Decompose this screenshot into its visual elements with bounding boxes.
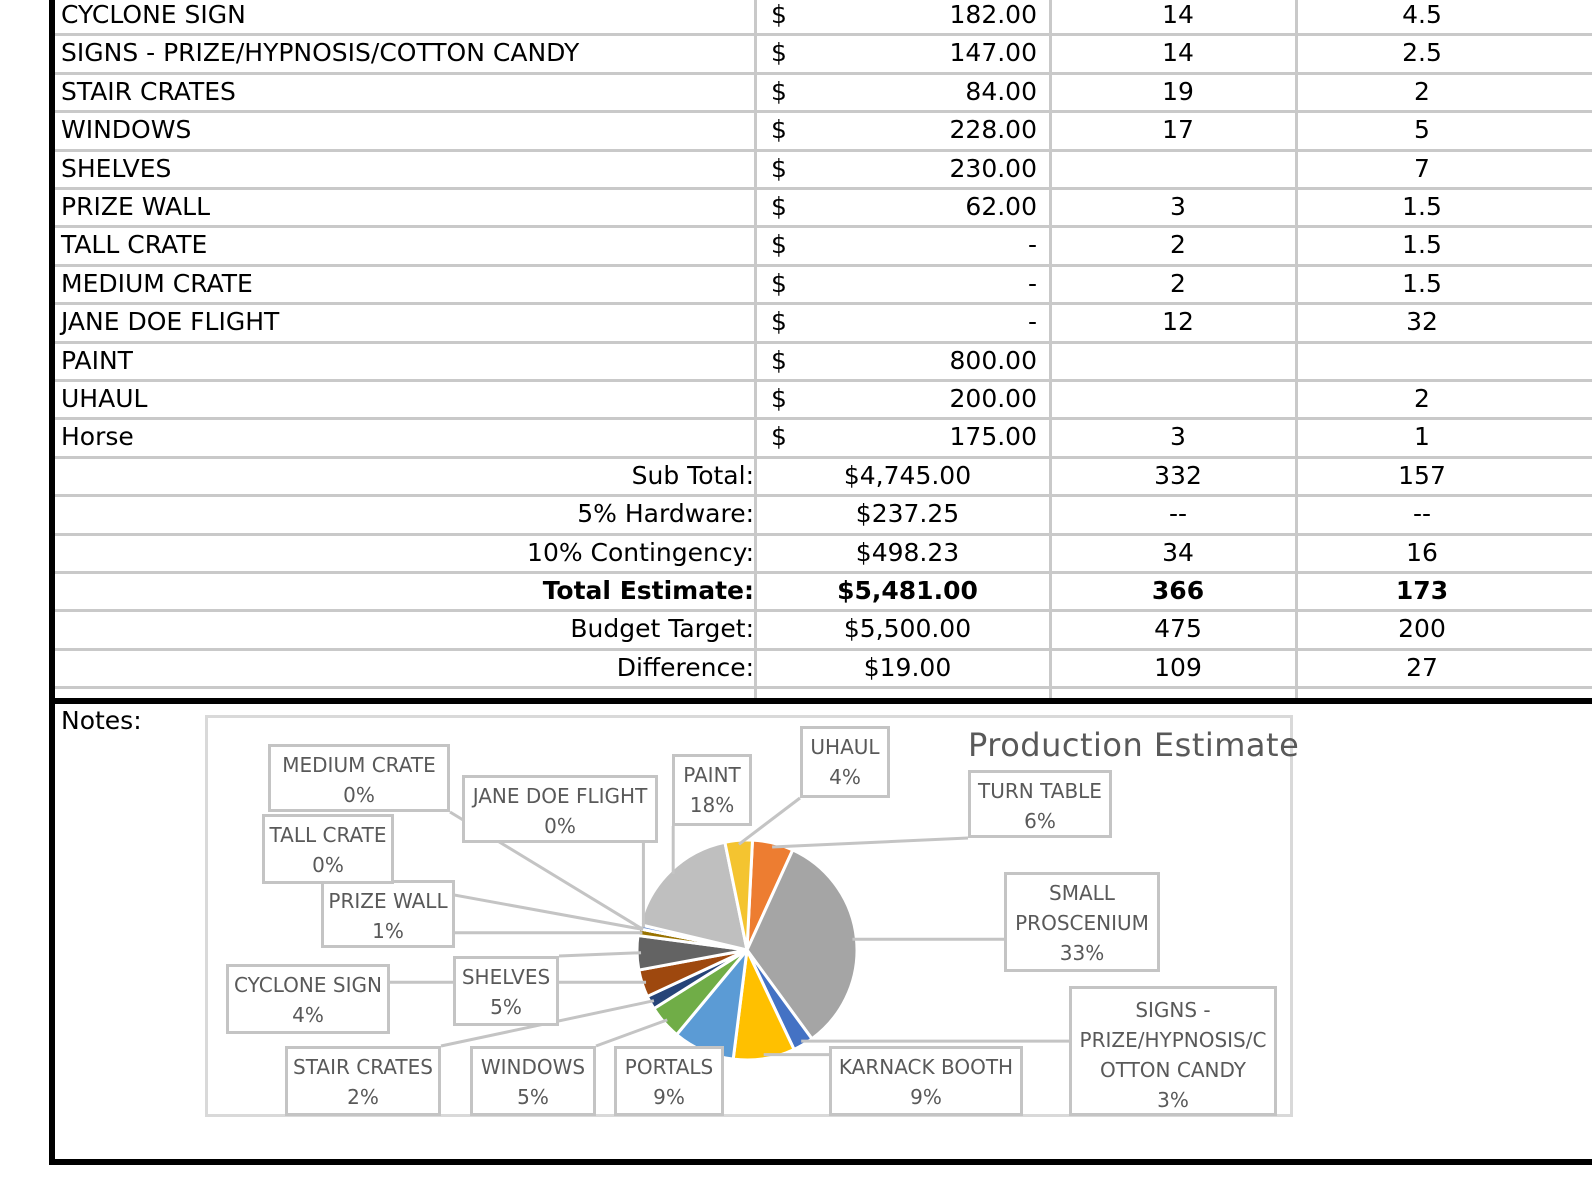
item-name: MEDIUM CRATE [61, 268, 253, 298]
item-qty-1: 12 [1162, 307, 1194, 337]
data-label [1004, 872, 1160, 972]
data-label-percent: 9% [910, 1085, 942, 1109]
item-qty-1: 14 [1162, 0, 1194, 29]
item-qty-2 [1304, 342, 1540, 380]
item-qty-1 [1055, 342, 1301, 380]
data-label [968, 770, 1112, 838]
summary-amount: $498.23 [855, 537, 960, 567]
data-label-name: WINDOWS [480, 1055, 586, 1079]
item-qty-2: 4.5 [1402, 0, 1442, 29]
data-label-name: SHELVES [461, 965, 551, 989]
data-label-percent: 33% [1059, 941, 1105, 965]
summary-amount: $237.25 [855, 499, 960, 529]
data-label-name: PRIZE WALL [328, 889, 448, 913]
item-cost: 230.00 [949, 153, 1037, 183]
item-cost: 147.00 [949, 38, 1037, 68]
item-name: CYCLONE SIGN [61, 0, 246, 29]
item-cost: - [1027, 268, 1037, 298]
item-name: Horse [61, 422, 134, 452]
data-label-name: TURN TABLE [978, 779, 1102, 803]
summary-label: Budget Target: [570, 614, 754, 644]
data-label [262, 814, 394, 884]
currency-symbol: $ [771, 384, 787, 413]
notes-label: Notes: [61, 706, 142, 735]
data-label [1069, 986, 1277, 1116]
item-cost: 182.00 [949, 0, 1037, 29]
item-qty-2: 32 [1406, 307, 1438, 337]
summary-qty-1: -- [1168, 499, 1188, 529]
currency-symbol: $ [771, 345, 787, 375]
item-cost: 800.00 [949, 345, 1037, 375]
item-name: JANE DOE FLIGHT [61, 307, 280, 337]
data-label [268, 744, 450, 812]
data-label-name: PAINT [683, 763, 741, 787]
data-label-percent: 4% [292, 1003, 324, 1027]
data-label-percent: 2% [347, 1085, 379, 1109]
summary-qty-1: 34 [1162, 537, 1194, 567]
summary-label: 10% Contingency: [527, 537, 754, 567]
item-name: SIGNS - PRIZE/HYPNOSIS/COTTON CANDY [61, 38, 580, 68]
chart-title: Production Estimate [968, 726, 1300, 764]
summary-qty-2: 27 [1406, 652, 1438, 682]
budget-table [49, 0, 1592, 704]
item-qty-1: 17 [1162, 115, 1194, 145]
summary-label: 5% Hardware: [577, 499, 754, 529]
summary-amount: $5,481.00 [837, 576, 978, 605]
summary-qty-2: 173 [1395, 576, 1449, 605]
item-qty-1: 19 [1162, 76, 1194, 106]
currency-symbol: $ [771, 38, 787, 68]
currency-symbol: $ [771, 76, 787, 106]
item-cost: 200.00 [949, 384, 1037, 413]
data-label-name: SIGNS - [1135, 998, 1211, 1022]
data-label-name: UHAUL [810, 735, 880, 759]
item-qty-2: 2.5 [1402, 38, 1442, 68]
currency-symbol: $ [771, 307, 787, 337]
leader-line [596, 1020, 667, 1046]
currency-symbol: $ [771, 268, 787, 298]
summary-amount: $5,500.00 [843, 614, 972, 644]
data-label-percent: 4% [829, 765, 861, 789]
item-qty-2: 1 [1414, 422, 1430, 452]
data-label [614, 1046, 724, 1116]
item-qty-1 [1055, 380, 1301, 418]
data-label [672, 754, 752, 826]
data-label-name: PRIZE/HYPNOSIS/C [1079, 1028, 1267, 1052]
item-name: TALL CRATE [61, 230, 208, 260]
data-label-percent: 0% [343, 783, 375, 807]
summary-qty-2: -- [1412, 499, 1432, 529]
data-label-percent: 9% [653, 1085, 685, 1109]
summary-qty-2: 200 [1398, 614, 1446, 644]
data-label-percent: 3% [1157, 1088, 1189, 1112]
currency-symbol: $ [771, 230, 787, 260]
summary-qty-1: 109 [1154, 652, 1202, 682]
currency-symbol: $ [771, 115, 787, 145]
data-label [470, 1046, 596, 1116]
item-name: PAINT [61, 345, 133, 375]
currency-symbol: $ [771, 0, 787, 29]
item-cost: - [1027, 307, 1037, 337]
data-label-name: TALL CRATE [269, 823, 387, 847]
item-qty-2: 1.5 [1402, 268, 1442, 298]
data-label-percent: 5% [490, 995, 522, 1019]
data-label-percent: 0% [544, 814, 576, 838]
item-cost: 175.00 [949, 422, 1037, 452]
summary-label: Sub Total: [631, 460, 754, 490]
item-cost: 62.00 [965, 192, 1037, 221]
summary-amount: $19.00 [863, 652, 952, 682]
summary-qty-2: 157 [1398, 460, 1446, 490]
leader-line [559, 953, 641, 956]
data-label-name: OTTON CANDY [1099, 1058, 1246, 1082]
data-label-name: MEDIUM CRATE [282, 753, 436, 777]
data-label-percent: 0% [312, 853, 344, 877]
item-cost: - [1027, 230, 1037, 260]
summary-label: Difference: [616, 652, 754, 682]
item-qty-2: 7 [1414, 153, 1430, 183]
item-qty-2: 1.5 [1402, 192, 1442, 221]
item-name: STAIR CRATES [61, 76, 236, 106]
summary-qty-1: 366 [1151, 576, 1205, 605]
data-label-name: STAIR CRATES [293, 1055, 433, 1079]
item-cost: 228.00 [949, 115, 1037, 145]
leader-line [772, 838, 968, 847]
column-divider [754, 0, 757, 704]
item-qty-1: 3 [1170, 192, 1186, 221]
item-qty-1: 14 [1162, 38, 1194, 68]
item-qty-1 [1055, 150, 1301, 188]
data-label-percent: 18% [689, 793, 735, 817]
data-label [285, 1046, 441, 1116]
data-label-percent: 6% [1024, 809, 1056, 833]
item-cost: 84.00 [965, 76, 1037, 106]
summary-qty-1: 475 [1154, 614, 1202, 644]
item-qty-2: 2 [1414, 384, 1430, 413]
item-qty-1: 2 [1170, 268, 1186, 298]
currency-symbol: $ [771, 153, 787, 183]
data-label-name: PORTALS [624, 1055, 714, 1079]
data-label-percent: 1% [372, 919, 404, 943]
data-label [321, 880, 455, 948]
summary-qty-2: 16 [1406, 537, 1438, 567]
data-label [800, 726, 890, 798]
item-name: PRIZE WALL [61, 192, 210, 221]
data-label-name: KARNACK BOOTH [838, 1055, 1014, 1079]
summary-label: Total Estimate: [542, 576, 754, 605]
data-label-name: JANE DOE FLIGHT [472, 784, 648, 808]
data-label-percent: 5% [517, 1085, 549, 1109]
data-label [829, 1046, 1023, 1116]
item-name: SHELVES [61, 153, 172, 183]
currency-symbol: $ [771, 192, 787, 221]
data-label [453, 956, 559, 1026]
item-qty-2: 1.5 [1402, 230, 1442, 260]
item-qty-2: 2 [1414, 76, 1430, 106]
item-qty-1: 2 [1170, 230, 1186, 260]
summary-amount: $4,745.00 [843, 460, 972, 490]
item-qty-1: 3 [1170, 422, 1186, 452]
data-label [226, 964, 390, 1034]
item-name: UHAUL [61, 384, 148, 413]
summary-qty-1: 332 [1154, 460, 1202, 490]
data-label-name: SMALL PROSCENIUM [1015, 881, 1149, 935]
item-qty-2: 5 [1414, 115, 1430, 145]
currency-symbol: $ [771, 422, 787, 452]
data-label [462, 775, 658, 843]
item-name: WINDOWS [61, 115, 192, 145]
data-label-name: CYCLONE SIGN [234, 973, 382, 997]
